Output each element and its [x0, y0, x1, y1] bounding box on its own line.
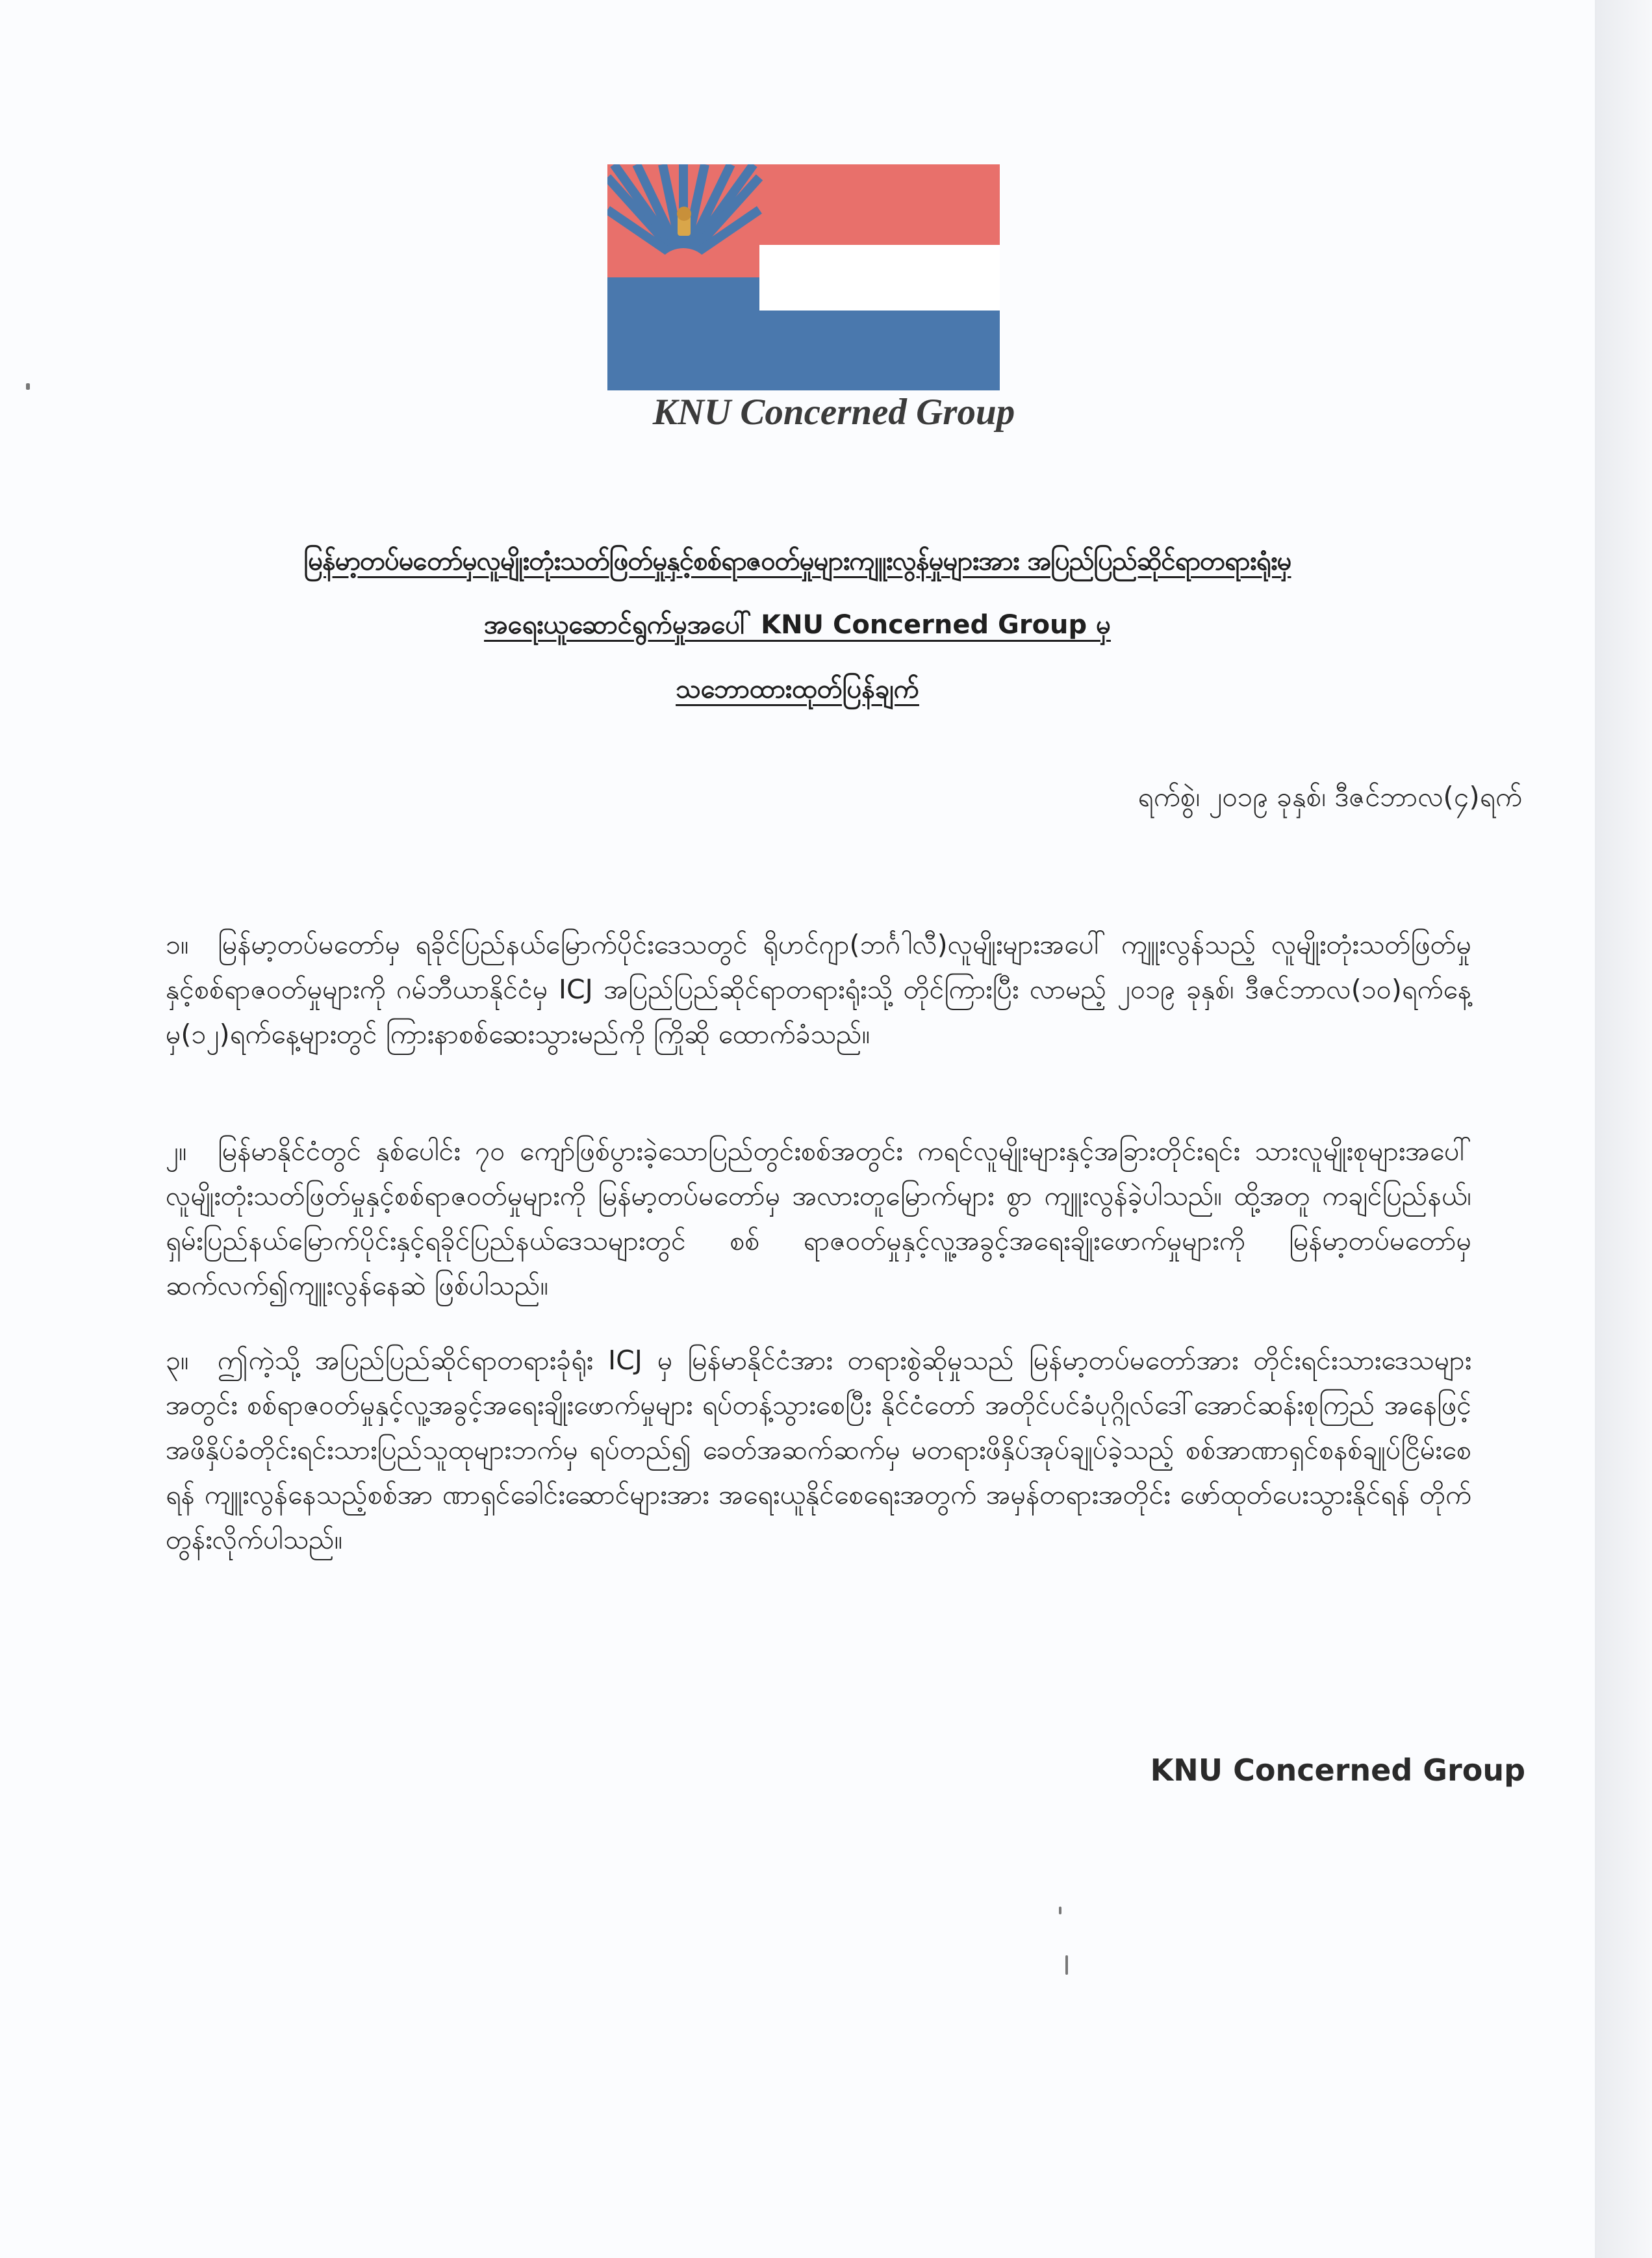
- scan-speck: [1065, 1955, 1068, 1975]
- statement-date: ရက်စွဲ၊ ၂၀၁၉ ခုနှစ်၊ ဒီဇင်ဘာလ(၄)ရက်: [1137, 781, 1522, 813]
- paragraph-number: ၃။: [166, 1345, 189, 1376]
- knu-flag-icon: [607, 164, 1000, 390]
- scan-speck: [26, 383, 30, 390]
- paragraph-2: [166, 1129, 1471, 1308]
- paragraph-1: [166, 922, 1471, 1057]
- paragraph-3: [166, 1338, 1471, 1562]
- organization-title: KNU Concerned Group: [652, 392, 1015, 433]
- scan-speck: [1059, 1907, 1061, 1914]
- page-edge: [1595, 0, 1652, 2258]
- heading-line-2: အရေးယူဆောင်ရွက်မှုအပေါ် KNU Concerned Group မှ: [484, 610, 1111, 640]
- paragraph-text: မြန်မာနိုင်ငံတွင် နှစ်ပေါင်း ၇၀ ကျော်ဖြစ်ပွားခဲ့သောပြည်တွင်းစစ်အတွင်း ကရင်လူမျိုးများနှင့်အခြားတိုင်းရင်း သားလူမျိုးစုများအပေါ် လူမျိုးတုံးသတ်ဖြတ်မှုနှင့်စစ်ရာဇဝတ်မှုများကို မြန်မာ့တပ်မတော်မှ အလားတူမြောက်များ စွာ ကျူးလွန်ခဲ့ပါသည်။ ထို့အတူ ကချင်ပြည်နယ်၊ ရှမ်းပြည်နယ်မြောက်ပိုင်းနှင့်ရခိုင်ပြည်နယ်ဒေသများတွင် စစ် ရာဇဝတ်မှုနှင့်လူ့အခွင့်အရေးချိုးဖောက်မှုများကို မြန်မာ့တပ်မတော်မှ ဆက်လက်၍ကျူးလွန်နေဆဲ ဖြစ်ပါသည်။: [166, 1135, 1471, 1301]
- paragraph-number: ၂။: [166, 1135, 187, 1167]
- heading-line-1: မြန်မာ့တပ်မတော်မှလူမျိုးတုံးသတ်ဖြတ်မှုနှင့်စစ်ရာဇဝတ်မှုများကျူးလွန်မှုများအား အပြည်ပြည်ဆိုင်ရာတရားရုံးမှ: [303, 546, 1291, 576]
- heading-line-3: သဘောထားထုတ်ပြန်ချက်: [676, 674, 919, 704]
- paragraph-text: မြန်မာ့တပ်မတော်မှ ရခိုင်ပြည်နယ်မြောက်ပိုင်းဒေသတွင် ရိုဟင်ဂျာ(ဘင်္ဂါလီ)လူမျိုးများအပေါ် ကျူးလွန်သည့် လူမျိုးတုံးသတ်ဖြတ်မှုနှင့်စစ်ရာဇဝတ်မှုများကို ဂမ်ဘီယာနိုင်ငံမှ ICJ အပြည်ပြည်ဆိုင်ရာတရားရုံးသို့ တိုင်ကြားပြီး လာမည့် ၂၀၁၉ ခုနှစ်၊ ဒီဇင်ဘာလ(၁၀)ရက်နေ့မှ(၁၂)ရက်နေ့များတွင် ကြားနာစစ်ဆေးသွားမည်ကို ကြိုဆို ထောက်ခံသည်။: [166, 929, 1471, 1050]
- paragraph-number: ၁။: [166, 929, 189, 960]
- signature: KNU Concerned Group: [1150, 1753, 1525, 1788]
- paragraph-text: ဤကဲ့သို့ အပြည်ပြည်ဆိုင်ရာတရားခုံရုံး ICJ မှ မြန်မာနိုင်ငံအား တရားစွဲဆိုမှုသည် မြန်မာ့တပ်မတော်အား တိုင်းရင်းသားဒေသများအတွင်း စစ်ရာဇဝတ်မှုနှင့်လူ့အခွင့်အရေးချိုးဖောက်မှုများ ရပ်တန့်သွားစေပြီး နိုင်ငံတော် အတိုင်ပင်ခံပုဂ္ဂိုလ်ဒေါ်အောင်ဆန်းစုကြည် အနေဖြင့် အဖိနှိပ်ခံတိုင်းရင်းသားပြည်သူထုများဘက်မှ ရပ်တည်၍ ခေတ်အဆက်ဆက်မှ မတရားဖိနှိပ်အုပ်ချုပ်ခဲ့သည့် စစ်အာဏာရှင်စနစ်ချုပ်ငြိမ်းစေရန် ကျူးလွန်နေသည့်စစ်အာ ဏာရှင်ခေါင်းဆောင်များအား အရေးယူနိုင်စေရေးအတွက် အမှန်တရားအတိုင်း ဖော်ထုတ်ပေးသွားနိုင်ရန် တိုက် တွန်းလိုက်ပါသည်။: [166, 1345, 1471, 1555]
